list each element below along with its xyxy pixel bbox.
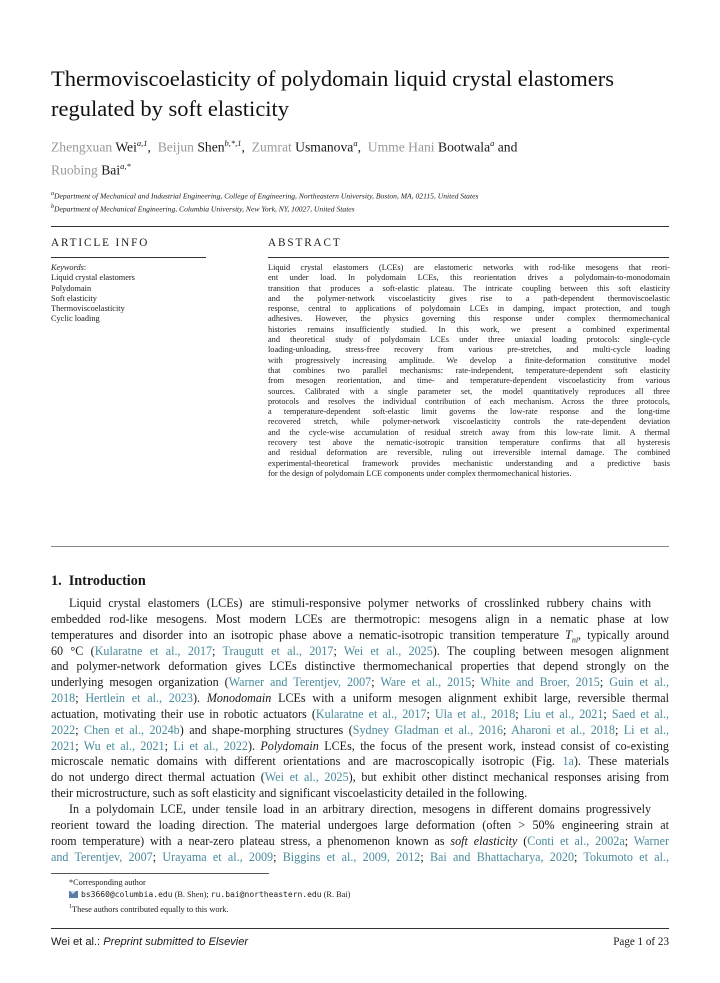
affiliation-sup: a [51,191,54,197]
author-given-name: Zumrat [251,139,292,155]
abstract-line: Liquid crystal elastomers (LCEs) are elastomeric networks with rod-like mesogens that reori- [268,263,670,272]
footnote-divider [51,873,269,874]
citation-link[interactable]: Ware et al., 2015 [380,675,472,690]
body-line: temperatures and disorder into an isotropic phase above a nematic-isotropic transition temperature $T_{ni}$, typically around [51,627,669,645]
keyword: Thermoviscoelasticity [51,304,125,314]
email-link[interactable]: bs3660@columbia.edu [81,890,173,899]
citation-link[interactable]: Li et al., [623,722,669,737]
citation-link[interactable]: 2022 [51,722,76,737]
affiliation-text: Department of Mechanical Engineering, Columbia University, New York, NY, 10027, United States [54,204,355,214]
abstract-line: ent under load. In polydomain LCEs, this reorientation drives a polydomain-to-monodomain [268,273,670,283]
author-given-name: Umme Hani [367,139,435,155]
abstract-line: recovery test above the nematic-isotropic transition temperature confirms that all hysteresis [268,438,670,448]
abstract-line: and the cycle-wise accumulation of residual stretch away from this low-rate limit. A thermal [268,427,670,437]
citation-link[interactable]: Sydney Gladman et al., 2016 [352,722,503,737]
author-given-name: Zhengxuan [51,139,113,155]
author-given-name: Beijun [157,139,194,155]
abstract-text [268,263,670,479]
citation-link[interactable]: Kularatne et al., 2017 [94,643,213,658]
body-line: 60 °C (Kularatne et al., 2017; Traugutt et al., 2017; Wei et al., 2025). The coupling between mesogen alignment [51,643,670,658]
author-family-name: Usmanova [295,139,354,155]
affiliation-text: Department of Mechanical and Industrial Engineering, College of Engineering, Northeastern University, Boston, MA, 02115, United States [54,191,479,201]
affiliation [51,202,691,215]
body-line: actuation, motivating their use in robotic actuators (Kularatne et al., 2017; Ula et al., 2018; Liu et al., 2021; Saed et al., [51,706,669,721]
abstract-line: and theoretical study of polydomain LCEs under three uniaxial loading protocols: single-cycle [268,335,670,345]
citation-link[interactable]: Aharoni et al., 2018 [511,722,615,737]
authors-and: and [497,139,518,155]
footnote-text: These authors contributed equally to this work. [72,904,229,914]
abstract-line: and the polymer-network viscoelasticity gives rise to a path-dependent thermoviscoelastic [268,293,670,303]
abstract-line: response, central to applications of polydomain LCEs in damping, impact protection, and tough [268,304,670,314]
body-line: and polymer-network deformation gives LCEs distinctive thermomechanical properties that depend strongly on the [51,659,669,674]
abstract-line: that combines two parallel mechanisms: rate-independent, temperature-dependent soft elasticity [268,365,670,375]
abstract-line: sources. Calibrated with a single parameter set, the model quantitatively reproduces all three [268,386,670,396]
footer-left [51,936,248,948]
citation-link[interactable]: Biggins et al., 2009, 2012 [282,849,421,864]
citation-link[interactable]: and Terentjev, 2007 [51,849,153,864]
author-affil-sup: a [353,138,358,148]
title-line-1: Thermoviscoelasticity of polydomain liquid crystal elastomers [51,66,614,91]
author-affil-sup: b,*,1 [224,138,242,148]
article-info-underline [51,257,206,258]
citation-link[interactable]: Conti et al., 2002a [527,833,625,848]
abstract-divider [51,546,669,547]
citation-link[interactable]: 2021 [51,738,76,753]
abstract-line: a temperature-dependent soft-elastic limit governs the low-rate response and the long-time [268,407,670,417]
body-line: embedded rod-like mesogens. Most modern LCEs are thermotropic: mesogens align in a nematic phase at low [51,611,669,626]
email-link[interactable]: ru.bai@northeastern.edu [210,890,322,899]
affiliation-sup: b [51,204,54,210]
section-number: 1. [51,573,62,589]
abstract-underline [268,257,669,258]
email-owner: (B. Shen); [174,890,209,899]
title-line-2: regulated by soft elasticity [51,96,290,121]
section-heading [51,573,146,590]
keyword: Liquid crystal elastomers [51,273,135,283]
citation-link[interactable]: Warner [633,833,669,848]
header-divider [51,226,669,227]
author-given-name: Ruobing [51,162,98,178]
citation-link[interactable]: Liu et al., 2021 [523,706,604,721]
citation-link[interactable]: White and Broer, 2015 [480,675,600,690]
footer-journal: Preprint submitted to Elsevier [103,936,249,948]
body-line: 2022; Chen et al., 2024b) and shape-morphing structures (Sydney Gladman et al., 2016; Aharoni et al., 2018; Li et al., [51,722,669,737]
affiliation [51,189,691,202]
citation-link[interactable]: Wei et al., 2025 [343,643,433,658]
citation-link[interactable]: Wei et al., 2025 [264,770,349,785]
abstract-heading: ABSTRACT [268,237,342,249]
citation-link[interactable]: 2018 [51,691,76,706]
abstract-line: protocols and resolves the individual contribution of each mechanism. Across the three protocols, [268,396,670,406]
article-info-heading: ARTICLE INFO [51,237,150,249]
section-title: Introduction [68,573,146,589]
citation-link[interactable]: Warner and Terentjev, 2007 [228,675,372,690]
author-list: Zhengxuan Wei$^{a,1}$, Beijun Shen$^{b,*,1}$, Zumrat Usmanova$^a$, Umme Hani Bootwala$^a$ and Ruobing Bai$^{a,*}$ [51,138,518,178]
citation-link[interactable]: Kularatne et al., 2017 [315,706,427,721]
footnote-equal-contribution [69,902,228,915]
abstract-line: from mesogen reorientation, and time- and temperature-dependent viscoelasticity from various [268,376,670,386]
citation-link[interactable]: Tokumoto et al., [583,849,669,864]
author-family-name: Shen [197,139,225,155]
footnote-corresponding: *Corresponding author [69,878,146,887]
citation-link[interactable]: Guin et al., [609,675,669,690]
abstract-line: for the design of polydomain LCE components under complex thermomechanical histories. [268,468,572,478]
abstract-line: transition that produces a soft-elastic plateau. The intricate coupling between this soft elasticity [268,283,670,293]
author-family-name: Bootwala [438,139,491,155]
citation-link[interactable]: Ula et al., 2018 [434,706,516,721]
citation-link[interactable]: Traugutt et al., 2017 [222,643,334,658]
keyword: Polydomain [51,283,92,293]
abstract-line: adhesives. However, the physics governing this response under complex thermomechanical [268,314,670,324]
email-icon [69,891,78,898]
author-family-name: Wei [115,139,137,155]
abstract-line: recovered stretch, while polymer-network viscoelasticity controls the rate-dependent deviation [268,417,670,427]
author-affil-sup: a,1 [136,138,148,148]
footer-authors: Wei et al.: [51,936,101,948]
body-line: room temperature) with a near-zero plateau stress, a phenomenon known as soft elasticity (Conti et al., 2002a; Warner [51,833,669,848]
footer-divider [51,928,669,929]
email-owner: (R. Bai) [323,890,351,899]
body-line: 2018; Hertlein et al., 2023). Monodomain LCEs with a uniform mesogen alignment exhibit large, reversible thermal [51,691,669,706]
body-line: and Terentjev, 2007; Urayama et al., 2009; Biggins et al., 2009, 2012; Bai and Bhattacharya, 2020; Tokumoto et al., [51,849,669,864]
keyword: Soft elasticity [51,293,97,303]
citation-link[interactable]: Li et al., 2022 [173,738,248,753]
keywords-label: Keywords [51,263,84,272]
footnote-emails [69,889,350,901]
abstract-line: loading-unloading, stress-free recovery from various pre-stretches, and multi-cycle loading [268,345,670,355]
body-line: In a polydomain LCE, under tensile load in an arbitrary direction, mesogens in different domains progressively [69,801,651,816]
citation-link[interactable]: Hertlein et al., 2023 [85,691,193,706]
body-line: do not undergo direct thermal actuation (Wei et al., 2025), but exhibit other distinct mechanical responses arising from [51,770,669,785]
footer-page-number: Page 1 of 23 [613,936,669,948]
citation-link[interactable]: Urayama et al., 2009 [162,849,274,864]
keywords-block: Keywords: Liquid crystal elastomers Polydomain Soft elasticity Thermoviscoelasticity Cyclic loading [51,263,211,325]
author-affil-sup: a,* [120,160,131,171]
citation-link[interactable]: Bai and Bhattacharya, 2020 [429,849,574,864]
body-line: underlying mesogen organization (Warner and Terentjev, 2007; Ware et al., 2015; White and Broer, 2015; Guin et al., [51,675,669,690]
keyword: Cyclic loading [51,314,100,324]
body-line: their microstructure, such as soft elasticity and significant viscoelasticity detailed in the following. [51,786,528,801]
body-text [51,596,669,865]
author-affil-sup: a [490,138,495,148]
citation-link[interactable]: Saed et al., [611,706,669,721]
abstract-line: histories remains insufficiently studied. In this work, we present a combined experimental [268,324,670,334]
abstract-line: experimental-theoretical framework provides mechanistic understanding and a predictive basis [268,458,670,468]
footnote-sup: 1 [69,904,72,910]
paper-title [51,64,671,124]
abstract-line: and residual deformation are reversible, ruling out irreversible internal damage. The combined [268,448,670,458]
citation-link[interactable]: Chen et al., 2024b [84,722,180,737]
body-line: reorient toward the loading direction. The material undergoes large deformation (often > 50% engineering strain at [51,817,669,832]
abstract-line: with progressively increasing amplitude. We develop a finite-deformation constitutive model [268,355,670,365]
citation-link[interactable]: Wu et al., 2021 [83,738,165,753]
body-line: 2021; Wu et al., 2021; Li et al., 2022). Polydomain LCEs, the focus of the present work, instead consist of co-existing [51,738,669,753]
figure-link[interactable]: 1a [562,754,574,769]
body-line: microscale nematic domains with different orientations and are macroscopically isotropic (Fig. 1a). These materials [51,754,669,769]
body-line: Liquid crystal elastomers (LCEs) are stimuli-responsive polymer networks of crosslinked rubbery chains with [69,596,651,610]
author-family-name: Bai [101,162,121,178]
